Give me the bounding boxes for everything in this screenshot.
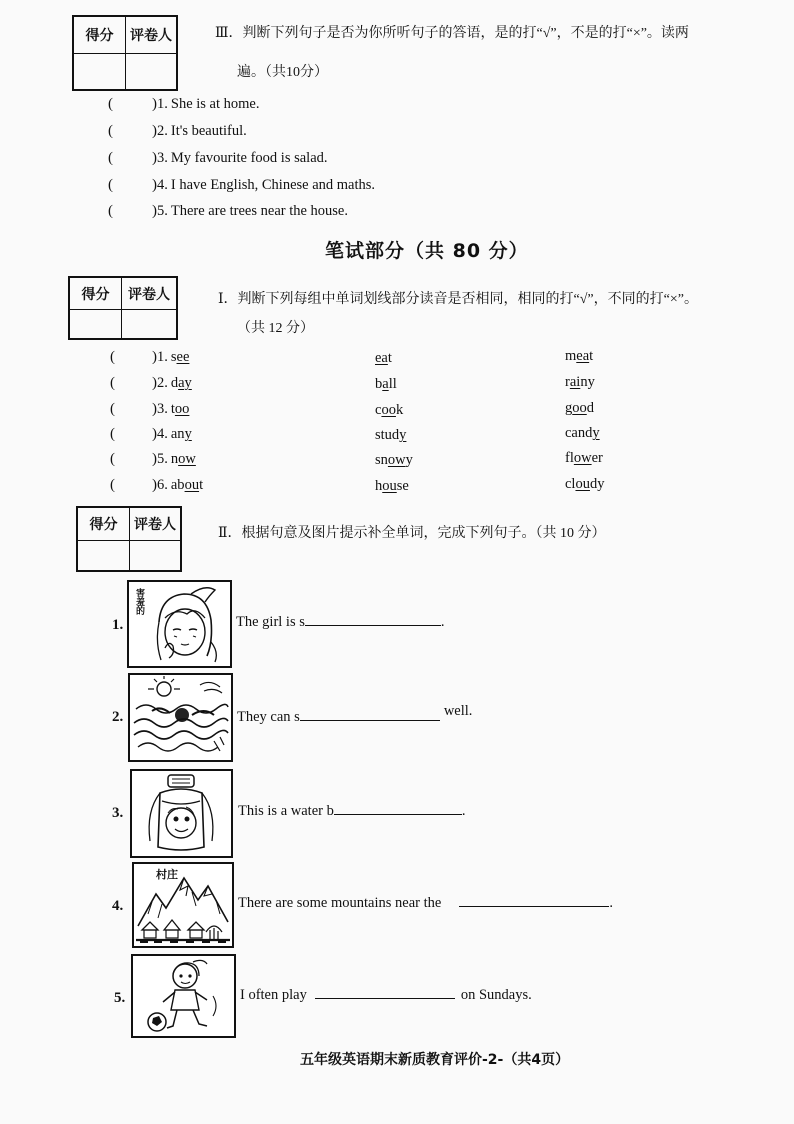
word-prefix: g (565, 400, 573, 416)
answer-bracket-open[interactable]: ( (110, 477, 115, 493)
answer-blank[interactable] (459, 894, 609, 907)
score-label: 得分 (70, 278, 122, 310)
answer-blank[interactable] (300, 708, 440, 721)
item-number: 5. (157, 203, 168, 219)
phonics-word (171, 477, 203, 493)
sentence-text: The girl is s (236, 614, 305, 630)
page-footer: 五年级英语期末新质教育评价-2-（共4页） (300, 1052, 570, 1068)
answer-bracket-open[interactable]: ( (110, 401, 115, 417)
grader-field[interactable] (126, 54, 176, 89)
sentence-end: on Sundays. (460, 987, 532, 1003)
answer-bracket-open[interactable]: ( (108, 203, 113, 219)
word-prefix: d (170, 375, 179, 391)
answer-bracket-close: ) (152, 375, 157, 391)
word-suffix: ll (388, 376, 397, 392)
phonics-word (171, 375, 192, 391)
phonics-word (565, 374, 595, 391)
word-underlined-part: y (399, 427, 407, 443)
grader-field[interactable] (122, 310, 176, 338)
completion-sentence-5 (240, 986, 532, 1004)
listening-item-line (152, 203, 348, 220)
sentence-text: They can s (237, 709, 300, 725)
phonics-word (565, 476, 604, 493)
completion-sentence-2 (237, 703, 473, 726)
item-sentence: I have English, Chinese and maths. (170, 177, 376, 193)
word-prefix: c (375, 402, 382, 418)
item-sentence: There are trees near the house. (170, 203, 348, 219)
swimming-illustration (130, 675, 231, 760)
answer-bracket-close: ) (152, 203, 157, 219)
word-prefix: cl (565, 476, 576, 492)
word-underlined-part: ea (375, 350, 388, 366)
phonics-first-word-line (152, 477, 203, 494)
completion-sentence-1 (236, 613, 445, 631)
answer-bracket-open[interactable]: ( (108, 123, 113, 139)
item-number: 1. (157, 96, 168, 112)
answer-bracket-close: ) (152, 349, 157, 365)
listening-item-line (152, 123, 247, 140)
word-underlined-part: y (184, 426, 192, 442)
answer-bracket-open[interactable]: ( (110, 375, 115, 391)
word-prefix: r (565, 374, 570, 390)
score-label: 得分 (74, 17, 126, 54)
word-prefix: b (375, 376, 383, 392)
score-field[interactable] (74, 54, 126, 89)
completion-item-number: 3. (112, 805, 124, 821)
answer-bracket-open[interactable]: ( (108, 150, 113, 166)
completion-item-number: 4. (112, 898, 124, 914)
phonics-word (375, 402, 403, 419)
picture-village-mountains (132, 862, 234, 948)
score-field[interactable] (78, 541, 130, 570)
item-number: 3. (157, 150, 168, 166)
word-prefix: n (170, 451, 179, 467)
phonics-section-title-cont: （共 12 分） (237, 321, 314, 336)
answer-bracket-close: ) (152, 401, 157, 417)
phonics-word (375, 350, 392, 367)
word-suffix: dy (589, 476, 605, 492)
word-suffix: t (199, 477, 204, 493)
word-underlined-part: ou (575, 476, 590, 492)
word-prefix: an (170, 426, 185, 442)
score-box-completion (76, 506, 182, 572)
sentence-end: . (440, 614, 445, 630)
word-underlined-part: oo (572, 400, 587, 416)
word-underlined-part: ou (184, 477, 200, 493)
phonics-word (171, 451, 196, 467)
word-suffix: y (405, 452, 413, 468)
word-underlined-part: a (382, 376, 389, 392)
grader-field[interactable] (130, 541, 180, 570)
written-part-header: 笔试部分（共 80 分） (325, 240, 529, 262)
answer-bracket-close: ) (152, 123, 157, 139)
word-underlined-part: ou (382, 478, 397, 494)
grader-label: 评卷人 (122, 278, 176, 310)
phonics-word (565, 400, 594, 417)
word-suffix: se (396, 478, 409, 494)
word-underlined-part: ow (387, 452, 406, 468)
picture-swimming (128, 673, 233, 762)
item-number: 5. (157, 451, 168, 467)
word-underlined-part: y (592, 425, 600, 441)
listening-item-line (152, 150, 328, 167)
word-prefix: fl (565, 450, 574, 466)
phonics-first-word-line (152, 426, 192, 443)
score-box-phonics (68, 276, 178, 340)
word-suffix: t (589, 348, 594, 364)
word-prefix: m (565, 348, 577, 364)
item-number: 2. (157, 375, 168, 391)
answer-bracket-open[interactable]: ( (110, 451, 115, 467)
word-underlined-part: ay (178, 375, 192, 391)
picture-hint-text: 村庄 (156, 868, 178, 881)
word-underlined-part: ee (176, 349, 190, 365)
word-prefix: stud (375, 427, 400, 443)
answer-bracket-open[interactable]: ( (108, 177, 113, 193)
completion-sentence-4 (238, 894, 613, 912)
picture-football-kid (131, 954, 236, 1038)
listening-section-title-cont: 遍。（共10分） (237, 65, 328, 80)
phonics-word (375, 427, 406, 444)
word-suffix: ny (580, 374, 595, 390)
completion-section-title: Ⅱ．根据句意及图片提示补全单词，完成下列句子。（共 10 分） (218, 526, 606, 541)
answer-bracket-close: ) (152, 426, 157, 442)
item-sentence: My favourite food is salad. (170, 150, 328, 166)
answer-bracket-close: ) (152, 150, 157, 166)
phonics-word (565, 348, 593, 365)
phonics-first-word-line (152, 401, 189, 418)
sentence-text: There are some mountains near the (238, 895, 442, 911)
answer-bracket-close: ) (152, 177, 157, 193)
word-prefix: cand (565, 425, 593, 441)
phonics-word (171, 426, 192, 442)
word-prefix: s (170, 349, 177, 365)
sentence-end: . (609, 895, 613, 911)
item-number: 4. (157, 426, 168, 442)
phonics-first-word-line (152, 349, 189, 366)
word-underlined-part: ow (178, 451, 196, 467)
picture-water-bottle (130, 769, 233, 858)
phonics-word (375, 478, 409, 495)
word-underlined-part: ow (573, 450, 592, 466)
word-suffix: d (586, 400, 594, 416)
phonics-first-word-line (152, 375, 192, 392)
phonics-first-word-line (152, 451, 196, 468)
completion-item-number: 1. (112, 617, 124, 633)
word-prefix: h (375, 478, 383, 494)
answer-bracket-close: ) (152, 96, 157, 112)
word-prefix: ab (170, 477, 185, 493)
sentence-end: well. (443, 703, 473, 719)
answer-blank[interactable] (305, 613, 441, 626)
item-sentence: She is at home. (170, 96, 260, 112)
word-underlined-part: ai (569, 374, 581, 390)
phonics-word (565, 450, 603, 467)
sentence-end: . (461, 803, 466, 819)
answer-bracket-open[interactable]: ( (110, 426, 115, 442)
sentence-text: I often play (240, 987, 307, 1003)
completion-item-number: 2. (112, 709, 124, 725)
item-number: 3. (157, 401, 168, 417)
phonics-word (565, 425, 600, 442)
listening-item-line (152, 177, 375, 194)
item-sentence: It's beautiful. (170, 123, 247, 139)
answer-bracket-open[interactable]: ( (110, 349, 115, 365)
item-number: 6. (157, 477, 168, 493)
completion-item-number: 5. (114, 990, 126, 1006)
village-mountains-illustration (134, 864, 232, 946)
picture-shy-girl (127, 580, 232, 668)
phonics-word (171, 349, 190, 365)
answer-blank[interactable] (334, 802, 462, 815)
score-box-listening (72, 15, 178, 91)
word-underlined-part: ea (576, 348, 590, 364)
word-prefix: t (170, 401, 175, 417)
phonics-word (375, 376, 397, 393)
word-underlined-part: oo (381, 402, 396, 418)
water-bottle-illustration (132, 771, 231, 856)
word-suffix: er (591, 450, 603, 466)
football-kid-illustration (133, 956, 234, 1036)
answer-bracket-open[interactable]: ( (108, 96, 113, 112)
answer-bracket-close: ) (152, 451, 157, 467)
sentence-text: This is a water b (238, 803, 334, 819)
score-label: 得分 (78, 508, 130, 541)
word-suffix: t (387, 350, 392, 366)
item-number: 4. (157, 177, 168, 193)
phonics-section-title: Ⅰ．判断下列每组中单词划线部分读音是否相同，相同的打“√”，不同的打“×”。 (218, 292, 698, 307)
item-number: 2. (157, 123, 168, 139)
shy-girl-illustration (129, 582, 230, 666)
word-underlined-part: oo (174, 401, 190, 417)
grader-label: 评卷人 (130, 508, 180, 541)
phonics-word (171, 401, 190, 417)
word-suffix: k (395, 402, 404, 418)
picture-hint-text: 害羞的 (134, 588, 144, 615)
completion-sentence-3 (238, 802, 465, 820)
answer-bracket-close: ) (152, 477, 157, 493)
item-number: 1. (157, 349, 168, 365)
phonics-word (375, 452, 413, 469)
word-prefix: sn (375, 452, 388, 468)
listening-section-title: Ⅲ．判断下列句子是否为你所听句子的答语，是的打“√”，不是的打“×”。读两 (215, 26, 689, 41)
score-field[interactable] (70, 310, 122, 338)
answer-blank[interactable] (315, 986, 455, 999)
grader-label: 评卷人 (126, 17, 176, 54)
listening-item-line (152, 96, 259, 113)
